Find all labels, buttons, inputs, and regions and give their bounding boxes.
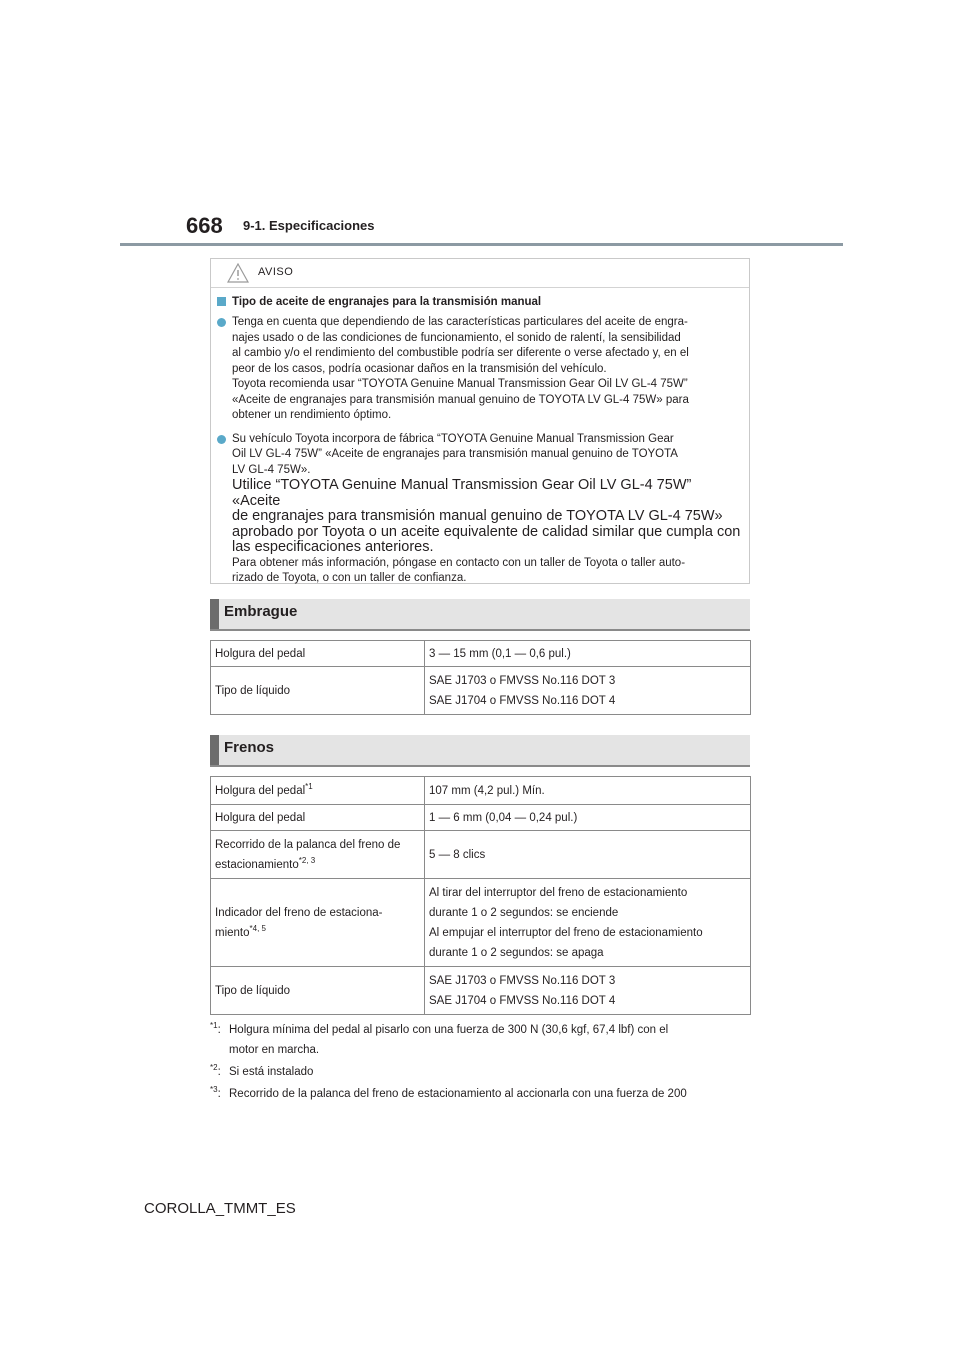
round-bullet-icon (217, 435, 226, 444)
square-bullet-icon (217, 297, 226, 306)
page-number: 668 (186, 213, 223, 238)
footnote-mark: $^{*1}$: (210, 1021, 221, 1036)
table-value: 5 — 8 clics (425, 831, 751, 879)
key-line: Indicador del freno de estaciona- (215, 906, 383, 919)
text-line: Holgura mínima del pedal al pisarlo con una fuerza de 300 N (30,6 kgf, 67,4 lbf) con el (229, 1024, 669, 1036)
caution-bullet-1-text (232, 315, 689, 424)
key-text: miento (215, 926, 250, 939)
text-line: najes usado o de las condiciones de funcionamiento, el sonido de ralentí, la sensibilidad (232, 331, 681, 344)
table-row (211, 831, 751, 879)
table-value: 3 — 15 mm (0,1 — 0,6 pul.) (425, 641, 751, 667)
footnote-ref: *1 (305, 781, 313, 791)
footnote-text: Recorrido de la palanca del freno de estacionamiento al accionarla con una fuerza de 200 (229, 1088, 687, 1100)
table-key: Tipo de líquido (211, 667, 425, 715)
caution-body (211, 288, 749, 587)
key-line (215, 923, 420, 943)
table-value (425, 667, 751, 715)
table-key: Holgura del pedal (211, 641, 425, 667)
text-line: «Aceite de engranajes para transmisión manual genuino de TOYOTA LV GL-4 75W» para (232, 393, 689, 406)
header-rule (120, 243, 843, 246)
text-line: Su vehículo Toyota incorpora de fábrica “TOYOTA Genuine Manual Transmission Gear (232, 432, 674, 445)
section-title: 9-1. Especificaciones (243, 218, 375, 233)
value-line: durante 1 o 2 segundos: se apaga (429, 946, 604, 959)
value-line: Al empujar el interruptor del freno de estacionamiento (429, 926, 703, 939)
footnotes (210, 1020, 750, 1106)
table-key (211, 879, 425, 967)
text-line: peor de los casos, podría ocasionar daños en la transmisión del vehículo. (232, 362, 607, 375)
key-line (215, 855, 420, 875)
document-footer: COROLLA_TMMT_ES (144, 1200, 296, 1217)
table-key (211, 831, 425, 879)
text-line: Toyota recomienda usar “TOYOTA Genuine Manual Transmission Gear Oil LV GL-4 75W” (232, 378, 688, 390)
value-line: SAE J1704 o FMVSS No.116 DOT 4 (429, 994, 616, 1007)
caution-bullet-1 (217, 315, 743, 424)
value-line: SAE J1703 o FMVSS No.116 DOT 3 (429, 974, 616, 987)
warning-triangle-icon (227, 263, 249, 288)
footnote-text: Si está instalado (229, 1066, 314, 1078)
footnote (210, 1062, 750, 1082)
text-line: al cambio y/o el rendimiento del combustible podría ser diferente o verse afectado y, en el (232, 347, 689, 359)
caution-subheading-text: Tipo de aceite de engranajes para la transmisión manual (232, 296, 542, 308)
caution-box (210, 258, 750, 584)
footnote-mark-sup: *3 (210, 1085, 218, 1095)
round-bullet-icon (217, 318, 226, 327)
key-text: estacionamiento (215, 858, 299, 871)
value-line: SAE J1704 o FMVSS No.116 DOT 4 (429, 694, 616, 707)
footnote (210, 1020, 750, 1060)
text-line: motor en marcha. (229, 1044, 320, 1056)
caution-label: AVISO (258, 266, 294, 278)
text-line: Oil LV GL-4 75W” «Aceite de engranajes para transmisión manual genuino de TOYOTA (232, 448, 678, 460)
table-row (211, 967, 751, 1015)
key-line: Recorrido de la palanca del freno de (215, 838, 401, 851)
table-key: Holgura del pedal (211, 805, 425, 831)
footnote-mark-sup: *1 (210, 1021, 218, 1031)
table-row (211, 777, 751, 805)
text-line: obtener un rendimiento óptimo. (232, 409, 392, 421)
table-value: 107 mm (4,2 pul.) Mín. (425, 777, 751, 805)
brakes-spec-table (210, 776, 751, 1015)
clutch-spec-table (210, 640, 751, 715)
section-heading-brakes: Frenos (224, 739, 275, 756)
text-line: rizado de Toyota, o con un taller de confianza. (232, 572, 467, 584)
footnote-mark-sup: *2 (210, 1063, 218, 1073)
emphasis-line: Utilice “TOYOTA Genuine Manual Transmission Gear Oil LV GL-4 75W” «Aceite (232, 477, 692, 509)
table-key (211, 777, 425, 805)
table-key: Tipo de líquido (211, 967, 425, 1015)
text-line: Tenga en cuenta que dependiendo de las características particulares del aceite de engra- (232, 316, 688, 328)
value-line: Al tirar del interruptor del freno de estacionamiento (429, 886, 688, 899)
table-value (425, 879, 751, 967)
table-row (211, 879, 751, 967)
footnote-ref: *2, 3 (298, 855, 316, 865)
table-row (211, 641, 751, 667)
band-marker (210, 599, 219, 629)
band-marker (210, 735, 219, 765)
caution-subheading (217, 295, 743, 309)
caution-bullet-2 (217, 432, 743, 587)
footnote-mark: $^{*2}$: (210, 1063, 221, 1078)
table-value (425, 967, 751, 1015)
emphasis-line: de engranajes para transmisión manual genuino de TOYOTA LV GL-4 75W» (232, 508, 723, 524)
section-heading-clutch: Embrague (224, 603, 298, 620)
footnote (210, 1084, 750, 1104)
section-band-brakes (210, 735, 750, 767)
value-line: durante 1 o 2 segundos: se enciende (429, 906, 619, 919)
table-row (211, 667, 751, 715)
footnote-mark: $^{*3}$: (210, 1085, 221, 1100)
table-value: 1 — 6 mm (0,04 — 0,24 pul.) (425, 805, 751, 831)
table-row (211, 805, 751, 831)
key-text: Holgura del pedal (215, 784, 306, 797)
text-line: LV GL-4 75W». (232, 463, 311, 476)
footnote-ref: *4, 5 (249, 923, 266, 933)
text-line: Para obtener más información, póngase en contacto con un taller de Toyota o taller auto- (232, 556, 686, 569)
emphasis-line: las especificaciones anteriores. (232, 539, 434, 555)
caution-header (211, 259, 749, 288)
caution-bullet-2-text (232, 432, 743, 587)
footnote-text (229, 1020, 668, 1060)
section-band-clutch (210, 599, 750, 631)
value-line: SAE J1703 o FMVSS No.116 DOT 3 (429, 674, 616, 687)
emphasis-line: aprobado por Toyota o un aceite equivalente de calidad similar que cumpla con (232, 523, 741, 540)
